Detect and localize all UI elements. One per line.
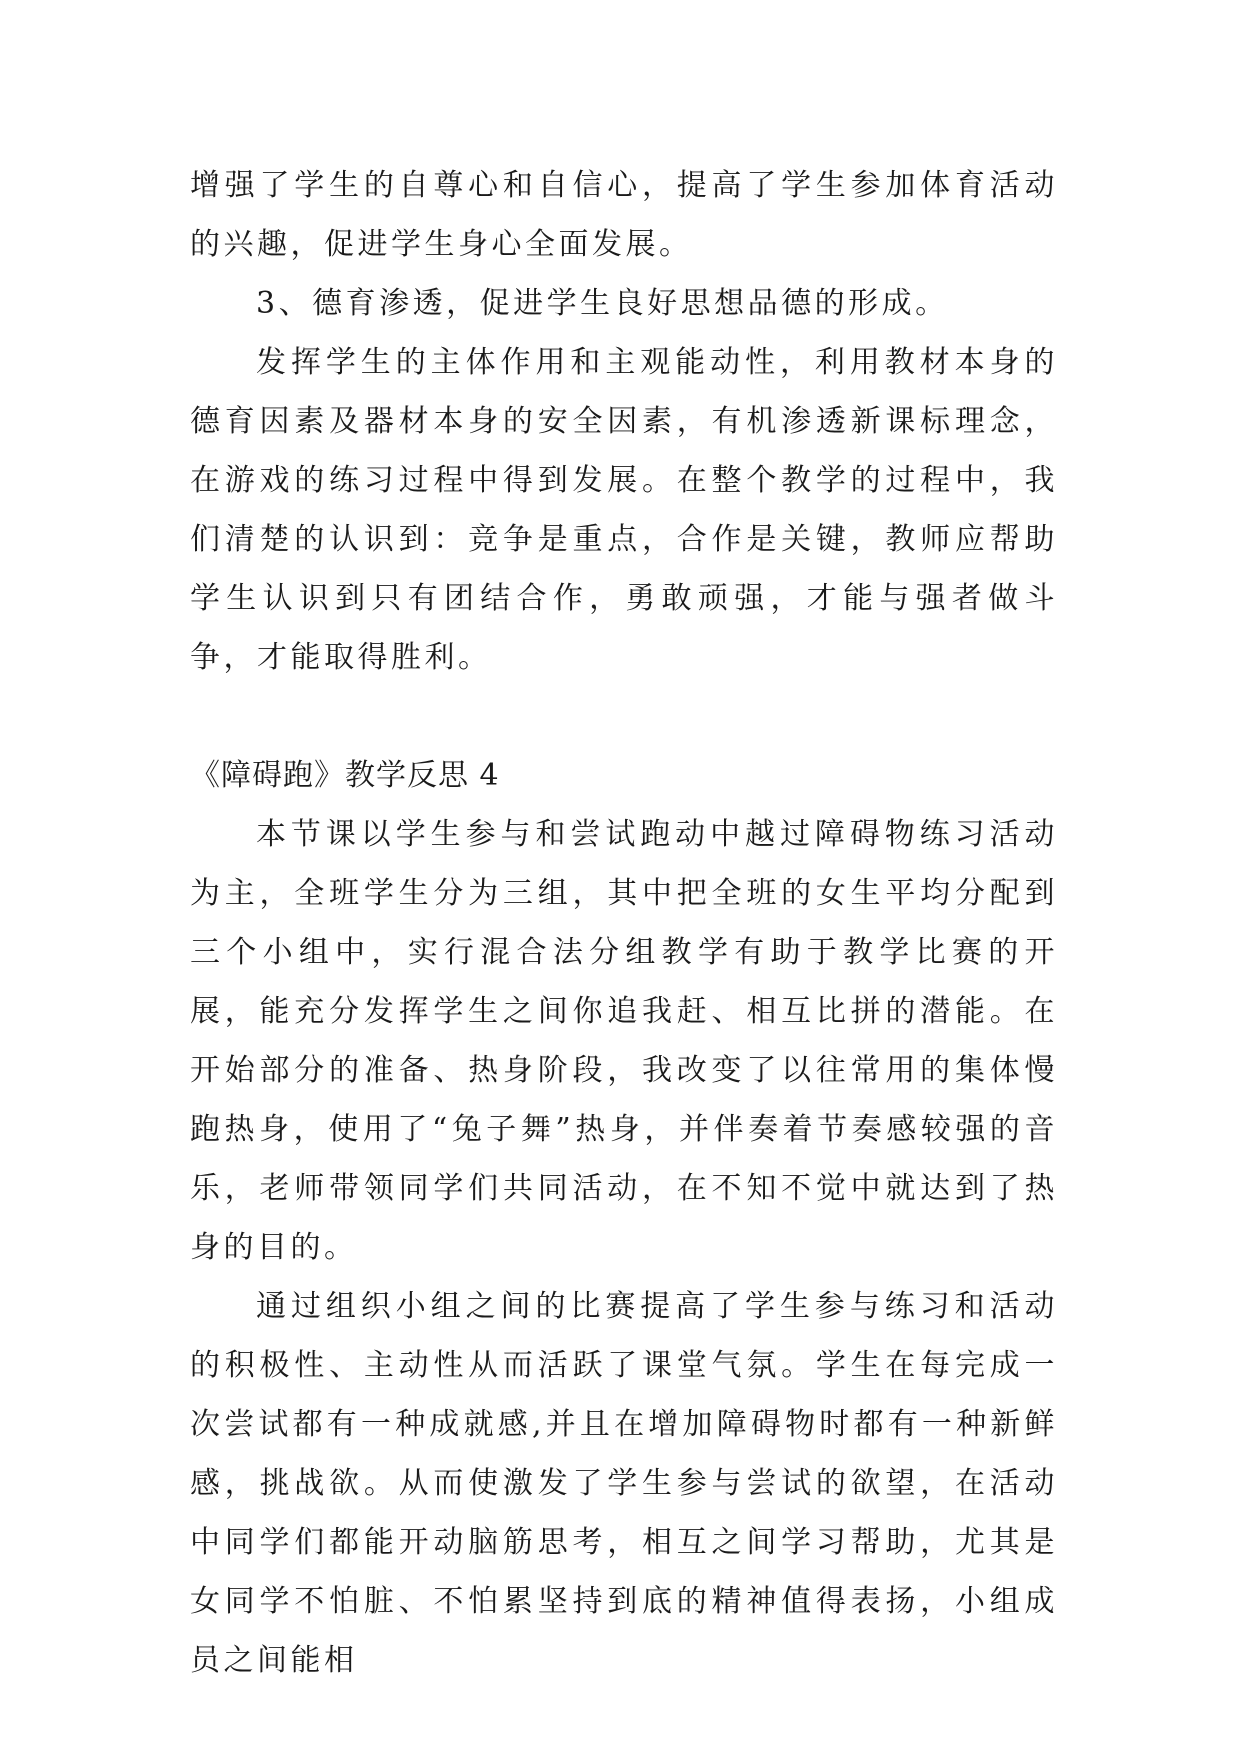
- paragraph-group-competition: 通过组织小组之间的比赛提高了学生参与练习和活动的积极性、主动性从而活跃了课堂气氛。学生在每完成一次尝试都有一种成就感,并且在增加障碍物时都有一种新鲜感，挑战欲。从而使激发了学生参与尝试的欲望，在活动中同学们都能开动脑筋思考，相互之间学习帮助，尤其是女同学不怕脏、不怕累坚持到底的精神值得表扬，小组成员之间能相: [190, 1289, 1058, 1678]
- paragraph-continuation: 增强了学生的自尊心和自信心，提高了学生参加体育活动的兴趣，促进学生身心全面发展。: [190, 168, 1058, 262]
- section-title: 《障碍跑》教学反思 4: [190, 758, 500, 793]
- document-body: [190, 156, 1058, 1690]
- paragraph-lesson-overview: 本节课以学生参与和尝试跑动中越过障碍物练习活动为主，全班学生分为三组，其中把全班的女生平均分配到三个小组中，实行混合法分组教学有助于教学比赛的开展，能充分发挥学生之间你追我赶、相互比拼的潜能。在开始部分的准备、热身阶段，我改变了以往常用的集体慢跑热身，使用了“兔子舞”热身，并伴奏着节奏感较强的音乐，老师带领同学们共同活动，在不知不觉中就达到了热身的目的。: [190, 817, 1058, 1265]
- paragraph-moral-education-heading: 3、德育渗透，促进学生良好思想品德的形成。: [256, 286, 949, 321]
- paragraph-moral-education: 发挥学生的主体作用和主观能动性，利用教材本身的德育因素及器材本身的安全因素，有机渗透新课标理念，在游戏的练习过程中得到发展。在整个教学的过程中，我们清楚的认识到：竞争是重点，合作是关键，教师应帮助学生认识到只有团结合作，勇敢顽强，才能与强者做斗争，才能取得胜利。: [190, 345, 1058, 675]
